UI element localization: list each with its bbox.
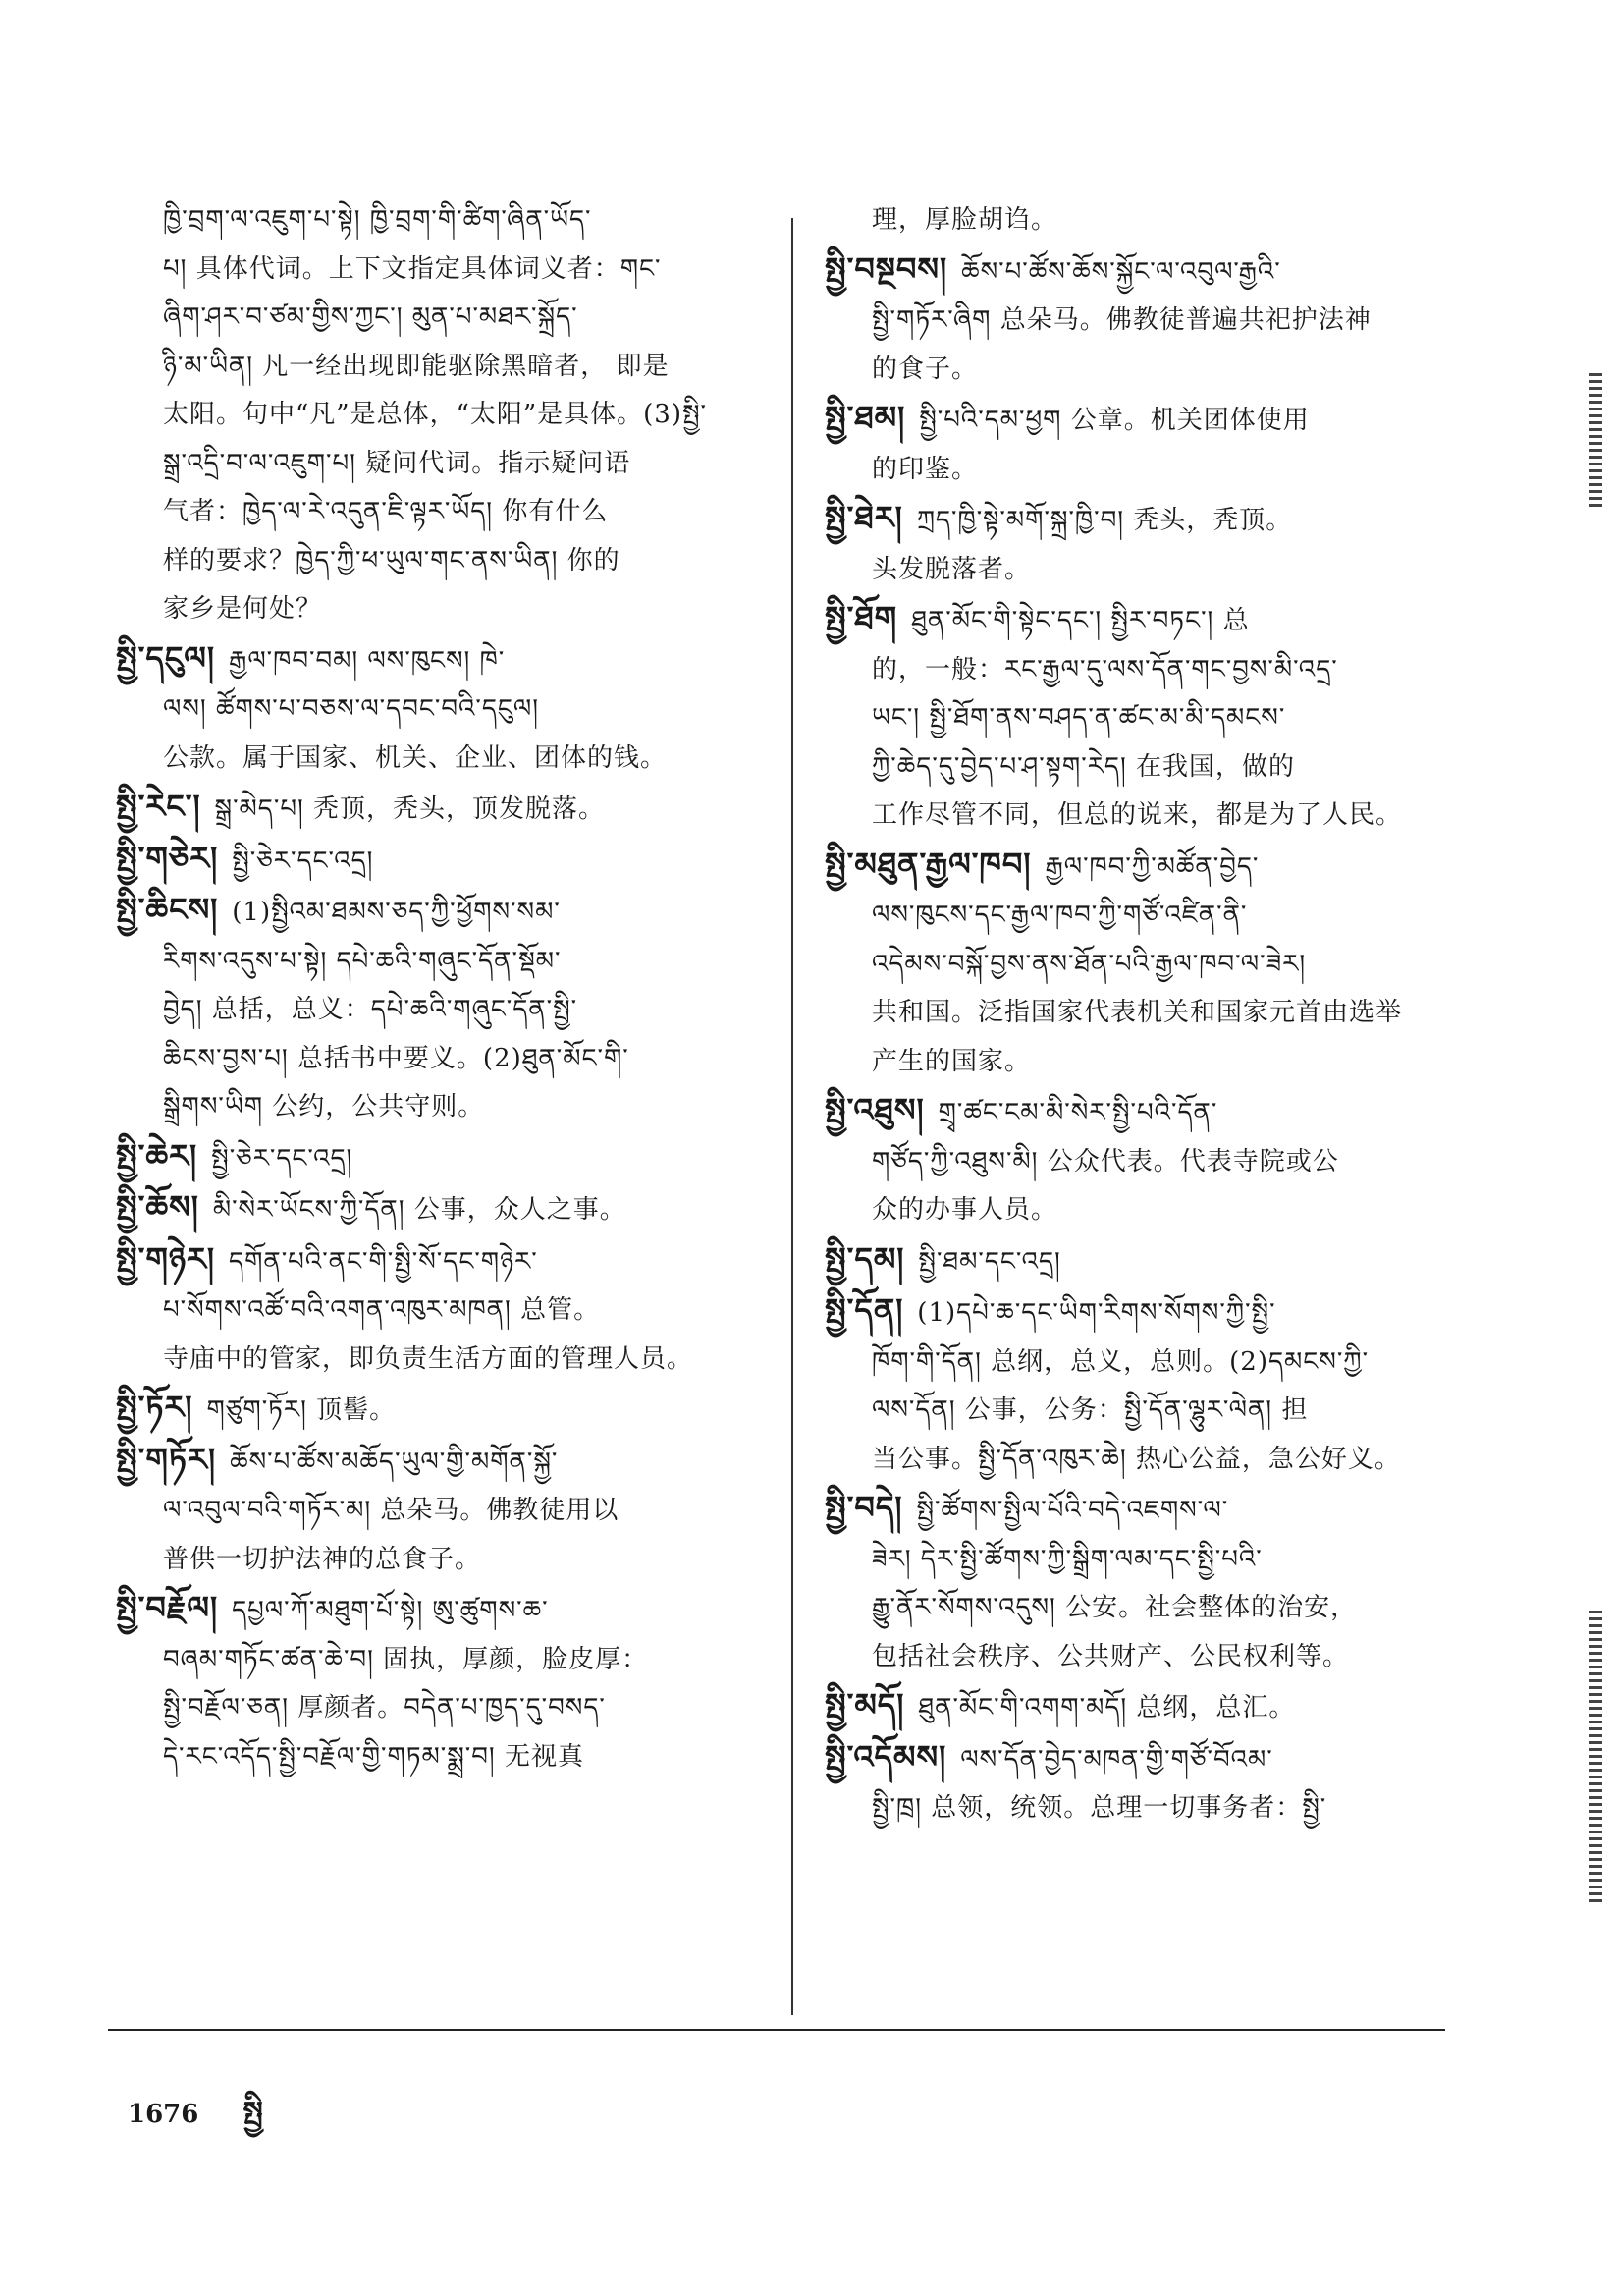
entry-line xyxy=(116,835,764,887)
entry-line xyxy=(825,1784,1473,1833)
running-head: སྤྱི xyxy=(242,2096,263,2130)
definition-text: 工作尽管不同，但总的说来，都是为了人民。 xyxy=(872,800,1403,830)
entry-line xyxy=(825,1436,1473,1485)
definition-text: ཀྲད་ཁྱི་སྟེ་མགོ་སྐྲ་ཁྱི་བ། 秃头，秃顶。 xyxy=(916,506,1293,535)
dictionary-entry xyxy=(116,1235,764,1385)
entry-line xyxy=(825,743,1473,793)
definition-text: 普供一切护法神的总食子。 xyxy=(163,1544,482,1574)
entry-line xyxy=(116,1336,764,1385)
entry-line xyxy=(825,1339,1473,1388)
entry-line xyxy=(825,1086,1473,1138)
entry-line xyxy=(163,246,764,295)
definition-text: 产生的国家。 xyxy=(872,1046,1032,1076)
definition-text: 样的要求？ཁྱེད་ཀྱི་ཕ་ཡུལ་གང་ནས་ཡིན། 你的 xyxy=(163,545,620,575)
dictionary-entry xyxy=(116,1183,764,1235)
definition-text: ཟེར། དེར་སྤྱི་ཚོགས་ཀྱི་སྒྲིག་ལམ་དང་སྤྱི་པའི་ xyxy=(872,1544,1263,1574)
edge-scan-marks xyxy=(1589,373,1602,511)
headword: སྤྱི་དངུལ། xyxy=(116,638,216,677)
definition-text: བྱེད། 总括，总义：དཔེ་ཆའི་གཞུང་དོན་སྤྱི་ xyxy=(163,995,578,1024)
definition-text: 气者：ཁྱེད་ལ་རེ་འདུན་ཇི་ལྟར་ཡོད། 你有什么 xyxy=(163,497,609,526)
entry-line xyxy=(116,634,764,686)
definition-text: 共和国。泛指国家代表机关和国家元首由选举 xyxy=(872,998,1403,1027)
left-column xyxy=(116,196,764,1781)
entry-line xyxy=(825,1235,1473,1287)
headword: སྤྱི་འཐུས། xyxy=(825,1091,925,1128)
entry-line xyxy=(116,1584,764,1636)
dictionary-entry xyxy=(825,841,1473,1087)
entry-line xyxy=(825,1138,1473,1187)
definition-text: ལ་འབུལ་བའི་གཏོར་མ། 总朵马。佛教徒用以 xyxy=(163,1496,619,1525)
entry-line xyxy=(825,1733,1473,1785)
definition-text: ལས། ཚོགས་པ་བཅས་ལ་དབང་བའི་དངུལ། xyxy=(163,694,540,724)
headword: སྤྱི་དམ། xyxy=(825,1239,905,1278)
entry-line xyxy=(825,694,1473,743)
definition-text: གཙུག་ཏོར། 顶髻。 xyxy=(206,1395,397,1425)
definition-text: པ། 具体代词。上下文指定具体词义者：གང་ xyxy=(163,253,662,284)
definition-text: 的食子。 xyxy=(872,354,979,384)
headword: སྤྱི་མཐུན་རྒྱལ་ཁབ། xyxy=(825,845,1032,883)
dictionary-entry xyxy=(825,1733,1473,1833)
entry-line xyxy=(116,1684,764,1733)
entry-line xyxy=(116,685,764,735)
definition-text: ཐུན་མོང་གི་སྟེང་དང་། སྤྱིར་བཏང་། 总 xyxy=(911,606,1250,635)
headword: སྤྱི་ཐམ། xyxy=(825,399,906,436)
definition-text: རྒྱལ་ཁབ་བམ། ལས་ཁུངས། ཁེ་ xyxy=(229,645,506,676)
footer-rule xyxy=(108,2029,1445,2031)
entry-line xyxy=(163,488,764,537)
dictionary-entry xyxy=(825,1484,1473,1681)
entry-line xyxy=(825,494,1473,546)
entry-line xyxy=(825,941,1473,990)
definition-text: 包括社会秩序、公共财产、公民权利等。 xyxy=(872,1641,1350,1671)
headword: སྤྱི་ཐེར། xyxy=(825,499,903,536)
entry-line xyxy=(825,892,1473,941)
definition-text: 寺庙中的管家，即负责生活方面的管理人员。 xyxy=(163,1343,694,1374)
dictionary-entry xyxy=(825,1086,1473,1235)
dictionary-entry xyxy=(116,196,764,634)
dictionary-entry xyxy=(116,1132,764,1184)
entry-line xyxy=(116,886,764,938)
definition-text: ཆིངས་བྱས་པ། 总括书中要义。(2)ཐུན་མོང་གི་ xyxy=(163,1043,629,1073)
headword: སྤྱི་ཆོས། xyxy=(116,1188,199,1226)
entry-line xyxy=(116,1487,764,1536)
entry-line xyxy=(163,343,764,392)
definition-text: 的，一般：རང་རྒྱལ་དུ་ལས་དོན་གང་བྱས་མི་འདྲ་ xyxy=(872,654,1338,684)
dictionary-entry xyxy=(116,634,764,784)
entry-line xyxy=(163,440,764,489)
definition-text: རྒྱལ་ཁབ་ཀྱི་མཚོན་བྱེད་ xyxy=(1045,851,1260,882)
dictionary-entry xyxy=(825,246,1473,395)
definition-text: སྤྱི་ཅེར་དང་འདྲ། xyxy=(232,846,374,876)
entry-line xyxy=(825,1536,1473,1585)
entry-line xyxy=(163,537,764,586)
entry-line xyxy=(825,1186,1473,1235)
definition-text: སྤྱི་ཅེར་དང་འདྲ། xyxy=(211,1143,353,1174)
definition-text: རིགས་འདུས་པ་སྟེ། དཔེ་ཆའི་གཞུང་དོན་སྡོམ་ xyxy=(163,946,562,976)
entry-line xyxy=(116,1083,764,1132)
entry-line xyxy=(872,196,1473,246)
dictionary-entry xyxy=(116,886,764,1132)
dictionary-entry xyxy=(825,594,1473,841)
definition-text: ཐུན་མོང་གི་འགག་མདོ། 总纲，总汇。 xyxy=(918,1693,1296,1722)
dictionary-entry xyxy=(825,494,1473,594)
entry-line xyxy=(116,1286,764,1336)
definition-text: སྒྲ་འདྲི་བ་ལ་འཇུག་པ། 疑问代词。指示疑问语 xyxy=(163,448,631,478)
dictionary-entry xyxy=(825,1235,1473,1287)
definition-text: ལས་དོན་བྱེད་མཁན་གྱི་གཙོ་བོའམ་ xyxy=(960,1744,1273,1775)
dictionary-entry xyxy=(825,196,1473,246)
entry-line xyxy=(116,1235,764,1287)
edge-scan-marks xyxy=(1589,1611,1602,1905)
entry-line xyxy=(825,446,1473,495)
dictionary-entry xyxy=(825,1681,1473,1733)
definition-text: 众的办事人员。 xyxy=(872,1195,1058,1225)
definition-text: མི་སེར་ཡོངས་ཀྱི་དོན། 公事，众人之事。 xyxy=(212,1195,626,1225)
entry-line xyxy=(163,294,764,343)
entry-line xyxy=(825,1584,1473,1633)
definition-text: སྤྱི་གཏོར་ཞིག 总朵马。佛教徒普遍共祀护法神 xyxy=(872,305,1372,335)
page-number: 1676 xyxy=(128,2100,199,2129)
definition-text: སྤྱི་ཁྲ། 总领，统领。总理一切事务者：སྤྱི་ xyxy=(872,1793,1327,1823)
headword: སྤྱི་ཆིངས། xyxy=(116,891,219,928)
entry-line xyxy=(825,841,1473,893)
entry-line xyxy=(825,1681,1473,1733)
dictionary-entry xyxy=(116,783,764,835)
entry-line xyxy=(116,1536,764,1585)
entry-line xyxy=(116,1035,764,1084)
definition-text: ཆོས་པ་ཚོས་མཆོད་ཡུལ་གྱི་མགོན་སྐྱོ་ xyxy=(230,1447,559,1477)
definition-text: 当公事。སྤྱི་དོན་འཁུར་ཆེ། 热心公益，急公好义。 xyxy=(872,1444,1401,1474)
entry-line xyxy=(116,938,764,987)
entry-line xyxy=(116,735,764,784)
definition-text: (1)སྤྱིའམ་ཐམས་ཅད་ཀྱི་ཕྱོགས་སམ་ xyxy=(232,898,561,927)
definition-text: 的印鉴。 xyxy=(872,454,979,484)
definition-text: དེ་རང་འདོད་སྤྱི་བརྗོལ་གྱི་གཏམ་སྨྲ་བ། 无视真 xyxy=(163,1741,584,1772)
definition-text: ཁྱི་བྲག་ལ་འཇུག་པ་སྟེ། ཁྱི་བྲག་གི་ཚིག་ཞིན་ཡོད་ xyxy=(163,205,592,235)
headword: སྤྱི་གཏོར། xyxy=(116,1440,217,1478)
headword: སྤྱི་བསྔབས། xyxy=(825,249,948,288)
headword: སྤྱི་འདོམས། xyxy=(825,1737,947,1776)
entry-line xyxy=(116,1733,764,1782)
definition-text: པ་སོགས་འཚོ་བའི་འགན་འཁུར་མཁན། 总管。 xyxy=(163,1295,601,1325)
entry-line xyxy=(163,391,764,440)
entry-line xyxy=(825,1633,1473,1682)
definition-text: གཙོད་ཀྱི་འཐུས་མི། 公众代表。代表寺院或公 xyxy=(872,1146,1339,1176)
definition-text: ཉི་མ་ཡིན། 凡一经出现即能驱除黑暗者， 即是 xyxy=(163,351,670,381)
entry-line xyxy=(825,646,1473,695)
entry-line xyxy=(825,1387,1473,1436)
definition-text: ཀྱི་ཆེད་དུ་བྱེད་པ་ཤ་སྟག་རེད། 在我国，做的 xyxy=(872,751,1295,782)
entry-line xyxy=(116,783,764,835)
definition-text: 家乡是何处？ xyxy=(163,594,323,624)
entry-line xyxy=(116,1132,764,1184)
definition-text: 公款。属于国家、机关、企业、团体的钱。 xyxy=(163,742,668,773)
headword: སྤྱི་དོན། xyxy=(825,1291,904,1329)
entry-line xyxy=(116,1384,764,1436)
dictionary-entry xyxy=(116,835,764,887)
entry-line xyxy=(825,246,1473,298)
definition-text: གྲྭ་ཚང་ངམ་མི་སེར་སྤྱི་པའི་དོན་ xyxy=(938,1098,1218,1127)
definition-text: སྒྲ་མེད་པ། 秃顶，秃头，顶发脱落。 xyxy=(214,794,606,824)
entry-line xyxy=(116,1183,764,1235)
definition-text: སྤྱི་བརྗོལ་ཅན། 厚颜者。བདེན་པ་ཁྱད་དུ་བསད་ xyxy=(163,1693,606,1722)
entry-line xyxy=(163,196,764,246)
entry-line xyxy=(825,1286,1473,1339)
definition-text: འདེམས་བསྐོ་བྱས་ནས་ཐོན་པའི་རྒྱལ་ཁབ་ལ་ཟེར། xyxy=(872,949,1307,979)
dictionary-entry xyxy=(116,1384,764,1436)
headword: སྤྱི་མདོ། xyxy=(825,1686,905,1723)
headword: སྤྱི་བརྗོལ། xyxy=(116,1589,219,1626)
entry-line xyxy=(825,792,1473,841)
entry-line xyxy=(825,594,1473,646)
dictionary-entry xyxy=(116,1584,764,1781)
entry-line xyxy=(825,297,1473,346)
headword: སྤྱི་ཐོག xyxy=(825,599,898,636)
entry-line xyxy=(825,346,1473,395)
definition-text: 头发脱落者。 xyxy=(872,554,1032,584)
headword: སྤྱི་བདེ། xyxy=(825,1489,903,1526)
entry-line xyxy=(825,989,1473,1038)
entry-line xyxy=(163,585,764,634)
definition-text: ལས་ཁུངས་དང་རྒྱལ་ཁབ་ཀྱི་གཙོ་འཛིན་ནི་ xyxy=(872,901,1248,930)
column-divider xyxy=(791,218,793,2015)
definition-text: 太阳。句中“凡”是总体，“太阳”是具体。(3)སྤྱི་ xyxy=(163,400,708,429)
entry-line xyxy=(825,1484,1473,1536)
definition-text: ལས་དོན། 公事，公务：སྤྱི་དོན་ལྷུར་ལེན། 担 xyxy=(872,1395,1309,1425)
definition-text: ཁོག་གི་དོན། 总纲，总义，总则。(2)དམངས་ཀྱི་ xyxy=(872,1346,1370,1377)
headword: སྤྱི་ཏོར། xyxy=(116,1389,193,1426)
definition-text: སྤྱི་ཐམ་དང་འདྲ། xyxy=(918,1246,1061,1277)
definition-text: ཞིག་ཤར་བ་ཙམ་གྱིས་ཀྱང་། མུན་པ་མཐར་སྐྲོད་ xyxy=(163,302,578,332)
headword: སྤྱི་གཉེར། xyxy=(116,1239,216,1278)
entry-line xyxy=(825,394,1473,446)
definition-text: བཞམ་གཏོང་ཚན་ཆེ་བ། 固执，厚颜，脸皮厚： xyxy=(163,1644,649,1674)
definition-text: སྤྱི་པའི་དམ་ཕྱག 公章。机关团体使用 xyxy=(919,406,1310,435)
definition-text: དགོན་པའི་ནང་གི་སྤྱི་སོ་དང་གཉེར་ xyxy=(229,1246,538,1277)
definition-text: ཡང་། སྤྱི་ཐོག་ནས་བཤད་ན་ཚང་མ་མི་དམངས་ xyxy=(872,703,1286,733)
entry-line xyxy=(116,1636,764,1685)
dictionary-entry xyxy=(116,1436,764,1585)
definition-text: ཆོས་པ་ཚོས་ཆོས་སྐྱོང་ལ་འབུལ་རྒྱའི་ xyxy=(961,256,1281,287)
right-column xyxy=(825,196,1473,1833)
headword: སྤྱི་གཅེར། xyxy=(116,839,219,877)
definition-text: (1)དཔེ་ཆ་དང་ཡིག་རིགས་སོགས་ཀྱི་སྤྱི་ xyxy=(917,1298,1276,1328)
entry-line xyxy=(825,1038,1473,1087)
definition-text: 理，厚脸胡诌。 xyxy=(872,205,1058,235)
definition-text: དཔྱལ་ཀོ་མཐུག་པོ་སྟེ། ཨུ་ཚུགས་ཆ་ xyxy=(232,1596,549,1625)
entry-line xyxy=(116,1436,764,1488)
headword: སྤྱི་རེང་། xyxy=(116,788,201,825)
entry-line xyxy=(825,546,1473,595)
definition-text: སྤྱི་ཚོགས་སྤྱིལ་པོའི་བདེ་འཇགས་ལ་ xyxy=(916,1496,1229,1525)
dictionary-entry xyxy=(825,394,1473,494)
page-footer xyxy=(128,2080,263,2162)
definition-text: སྒྲིགས་ཡིག 公约，公共守则。 xyxy=(163,1092,485,1121)
definition-text: རྒྱུ་ནོར་སོགས་འདུས། 公安。社会整体的治安， xyxy=(872,1593,1358,1622)
dictionary-entry xyxy=(825,1286,1473,1484)
headword: སྤྱི་ཆེར། xyxy=(116,1136,198,1175)
entry-line xyxy=(116,986,764,1035)
